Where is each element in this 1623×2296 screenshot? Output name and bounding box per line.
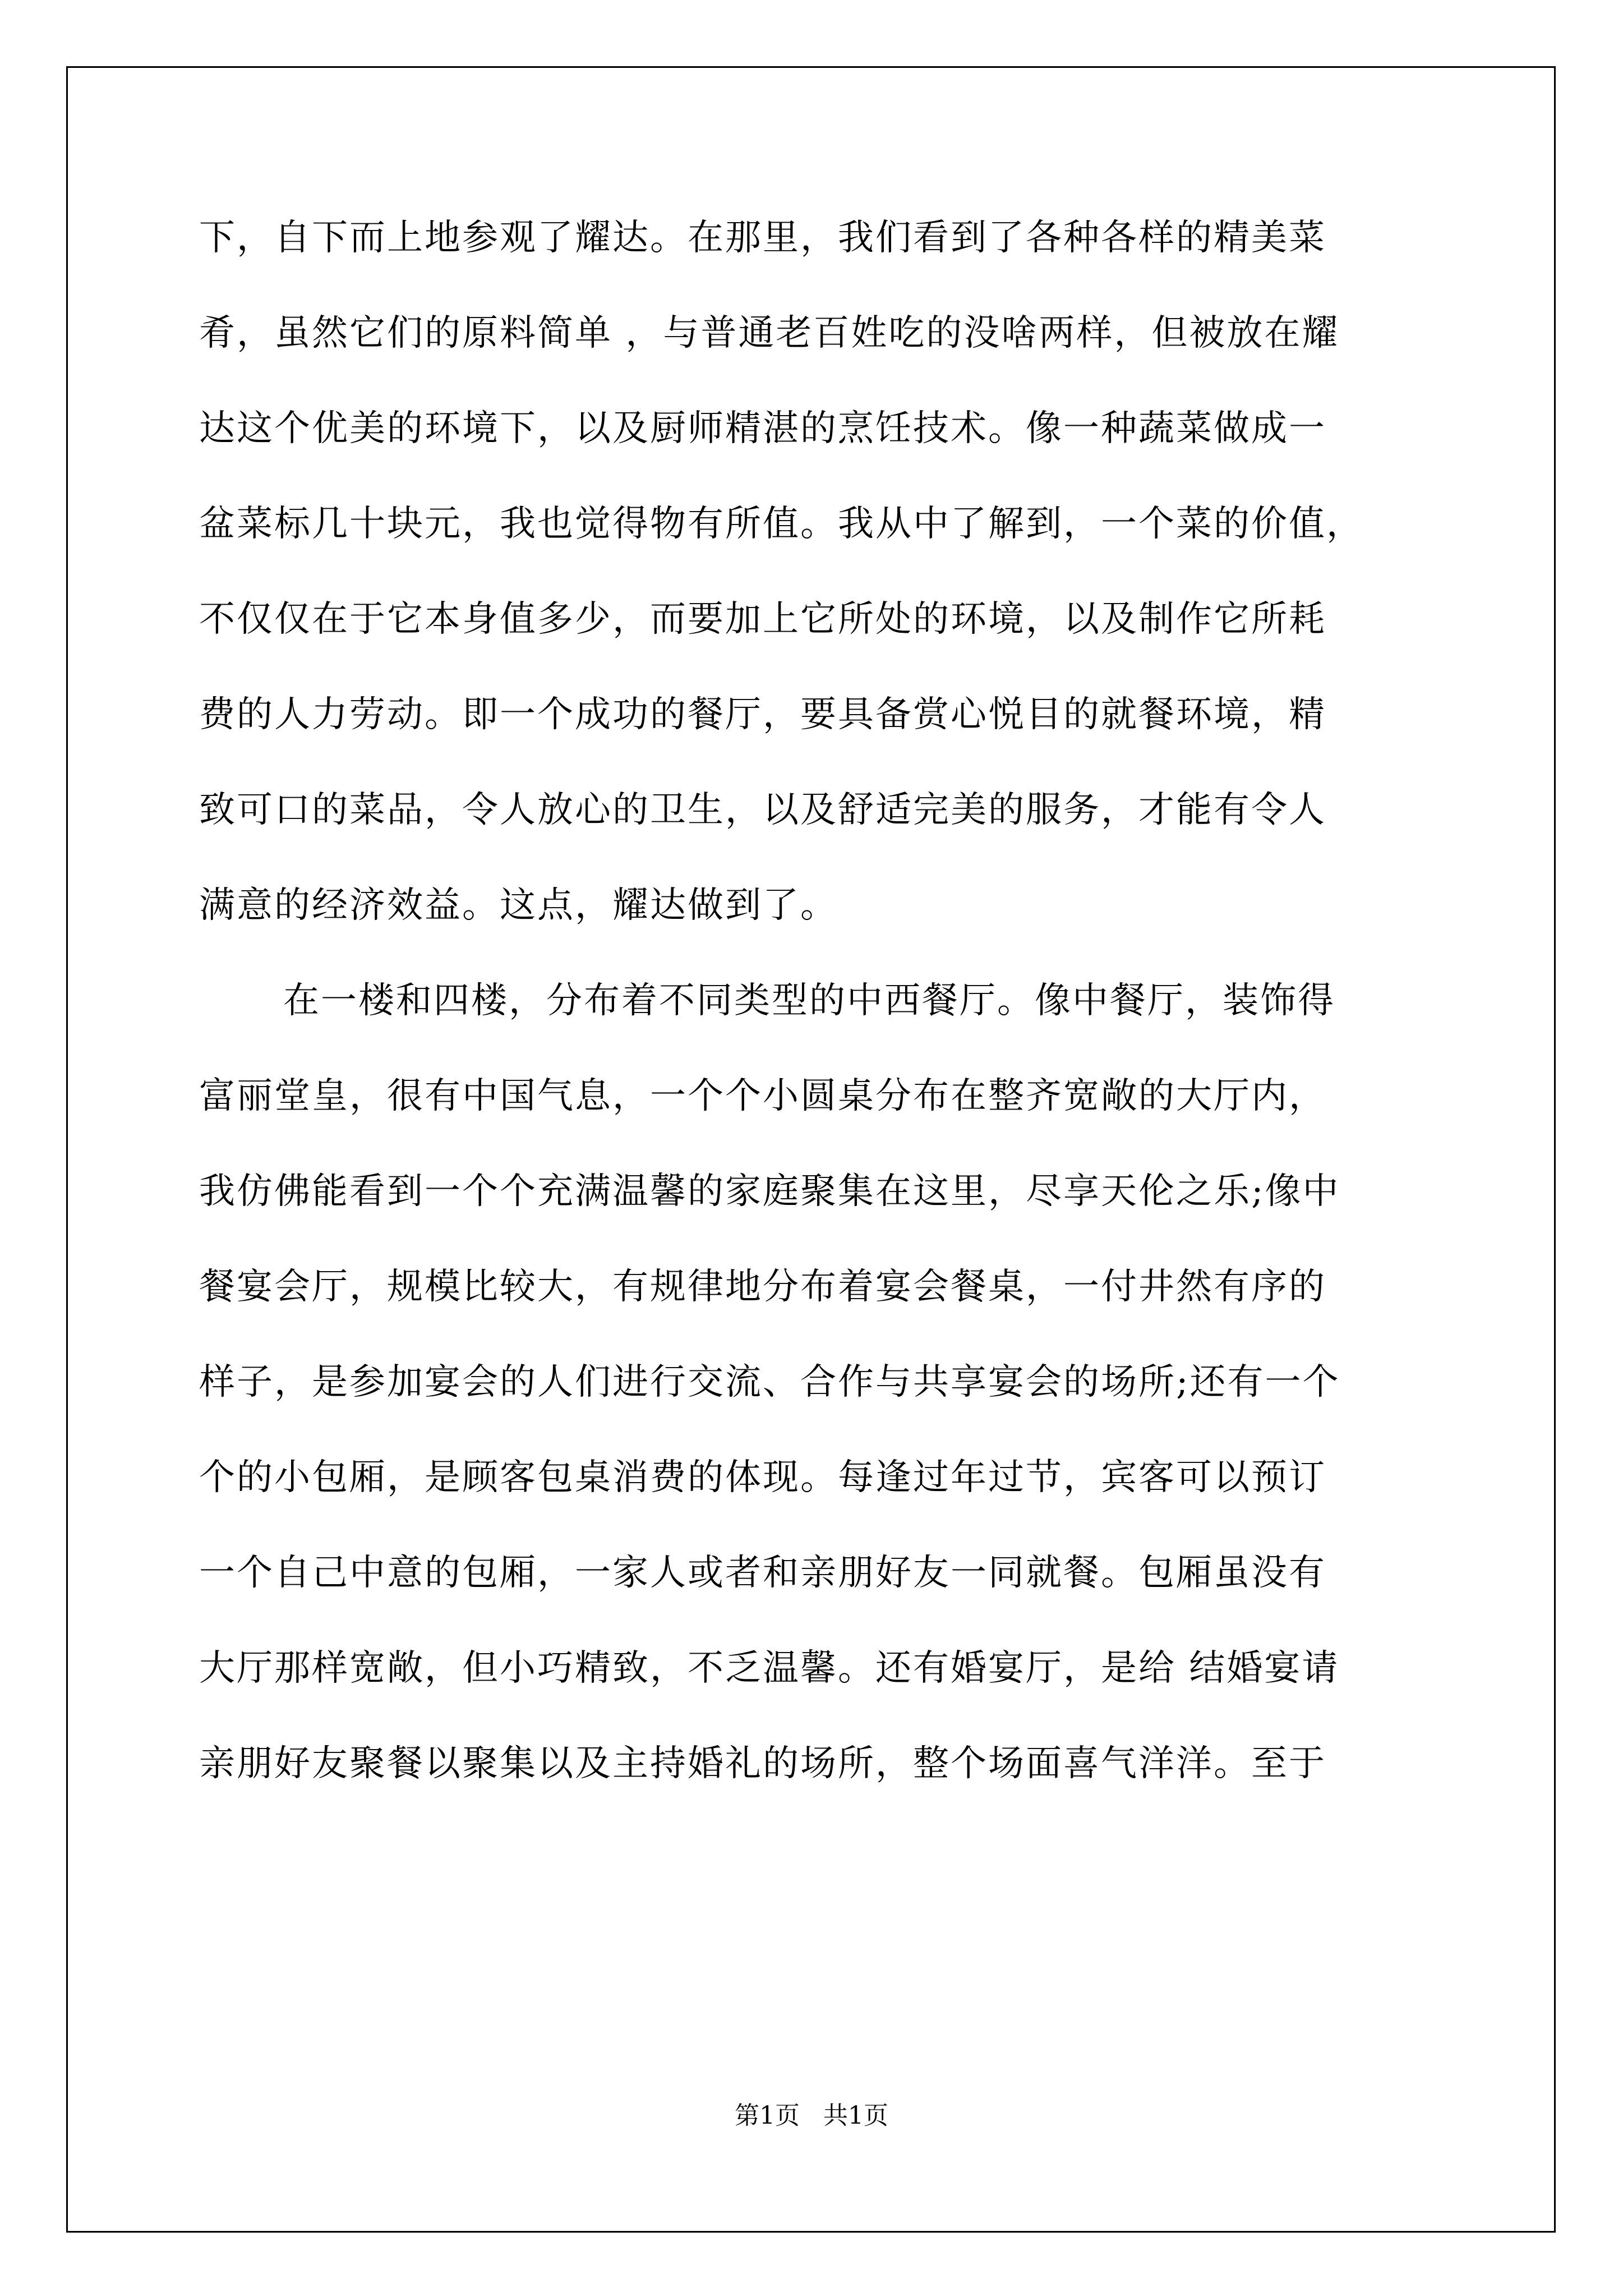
text-line: 盆菜标几十块元，我也觉得物有所值。我从中了解到，一个菜的价值， [199,503,1364,545]
text-line: 我仿佛能看到一个个充满温馨的家庭聚集在这里，尽享天伦之乐;像中 [199,1171,1340,1212]
text-line: 大厅那样宽敞，但小巧精致，不乏温馨。还有婚宴厅，是给 结婚宴请 [199,1648,1340,1689]
document-body [199,217,1467,1841]
page-number: 第1页 [735,2101,800,2130]
text-line: 一个自己中意的包厢，一家人或者和亲朋好友一同就餐。包厢虽没有 [199,1552,1326,1594]
page-total: 共1页 [823,2101,888,2130]
text-line: 富丽堂皇，很有中国气息，一个个小圆桌分布在整齐宽敞的大厅内， [199,1075,1326,1117]
text-line: 达这个优美的环境下，以及厨师精湛的烹饪技术。像一种蔬菜做成一 [199,408,1326,449]
text-line: 个的小包厢，是顾客包桌消费的体现。每逢过年过节，宾客可以预订 [199,1457,1326,1498]
text-line: 肴，虽然它们的原料简单 ，与普通老百姓吃的没啥两样，但被放在耀 [199,312,1340,354]
text-line: 费的人力劳动。即一个成功的餐厅，要具备赏心悦目的就餐环境，精 [199,694,1326,735]
page-footer [0,2095,1623,2131]
text-line: 致可口的菜品，令人放心的卫生，以及舒适完美的服务，才能有令人 [199,789,1326,831]
text-line: 下，自下而上地参观了耀达。在那里，我们看到了各种各样的精美菜 [199,217,1326,259]
text-line: 样子，是参加宴会的人们进行交流、合作与共享宴会的场所;还有一个 [199,1361,1340,1403]
text-line: 亲朋好友聚餐以聚集以及主持婚礼的场所，整个场面喜气洋洋。至于 [199,1743,1326,1784]
text-line: 餐宴会厅，规模比较大，有规律地分布着宴会餐桌，一付井然有序的 [199,1266,1326,1308]
paragraph-start-line: 在一楼和四楼，分布着不同类型的中西餐厅。像中餐厅，装饰得 [283,980,1335,1022]
text-line: 不仅仅在于它本身值多少，而要加上它所处的环境，以及制作它所耗 [199,599,1326,640]
text-line: 满意的经济效益。这点，耀达做到了。 [199,885,838,926]
